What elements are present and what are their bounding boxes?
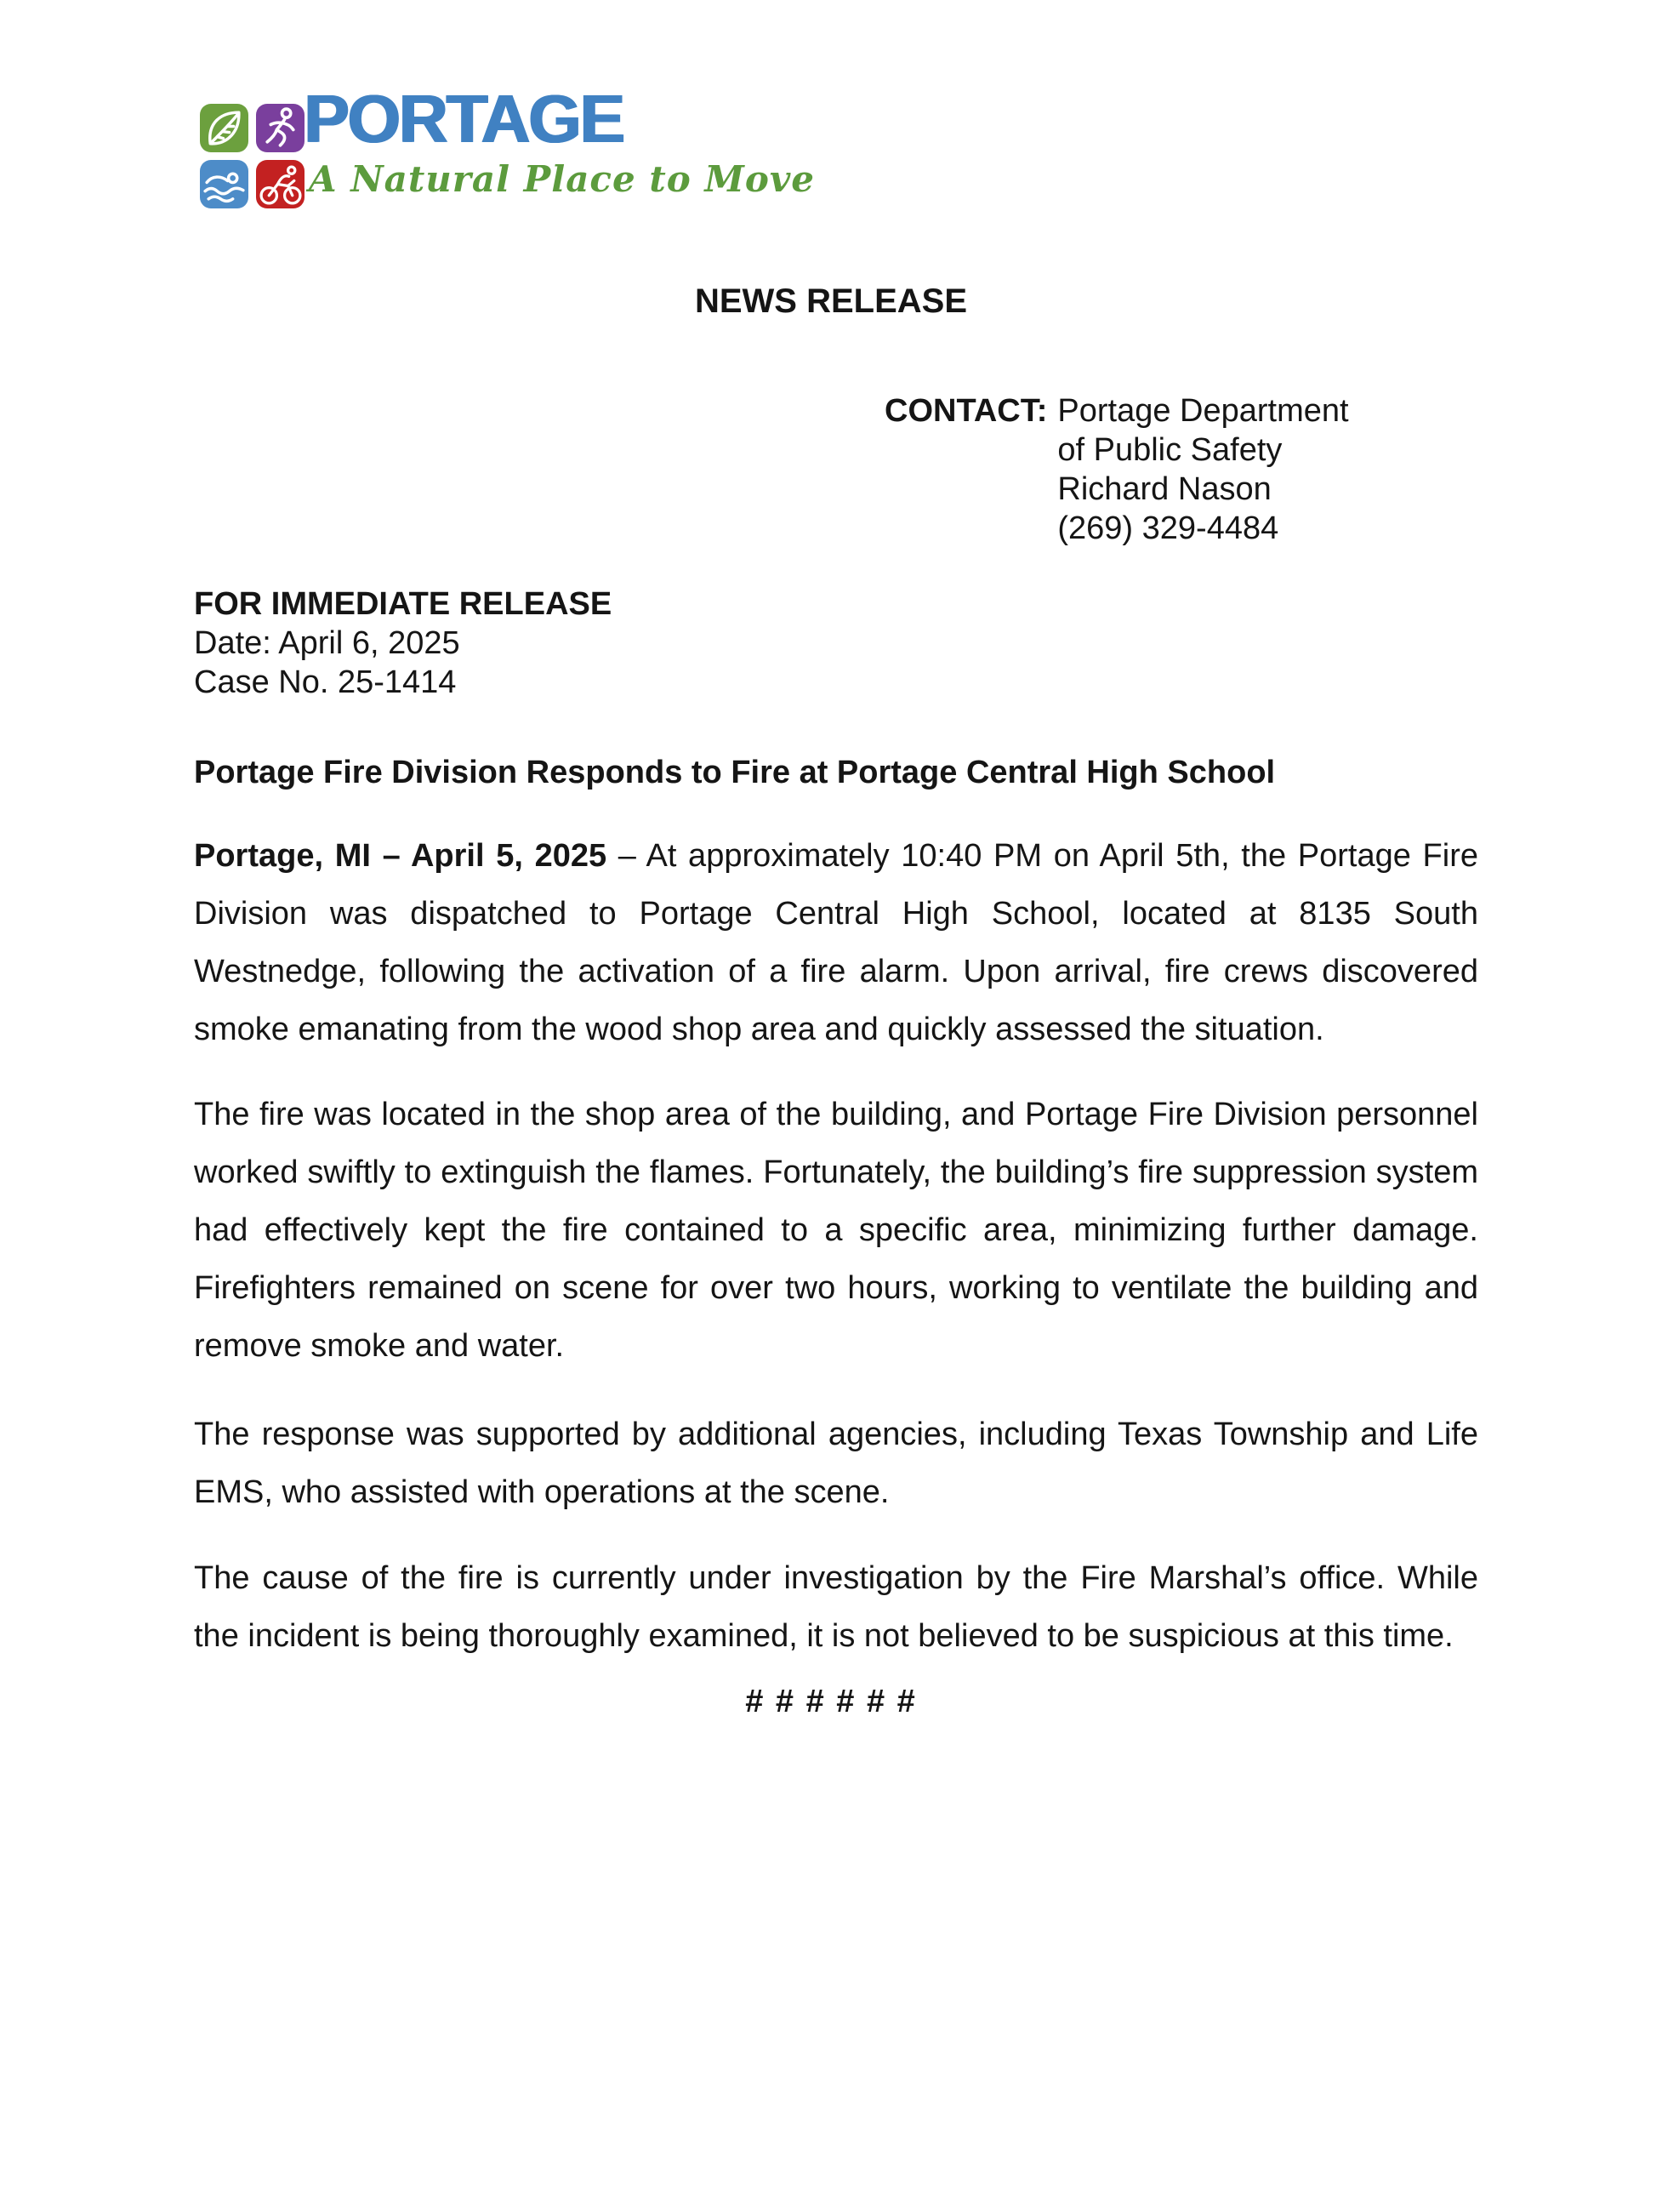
cyclist-icon: [256, 160, 305, 208]
contact-block: [885, 391, 1349, 548]
paragraph-1-text: – At approximately 10:40 PM on April 5th, the Portage Fire Division was dispatched to Portage Central High School, located at 8135 South Westnedge, following the activation of a fire alarm. Upon arrival, fire crews discovered smoke emanating from the wood shop area and quickly assessed the situation.: [194, 838, 1478, 1047]
portage-logo: [200, 81, 880, 214]
paragraph-4: The cause of the fire is currently under investigation by the Fire Marshal’s office. While the incident is being thoroughly examined, it is not believed to be suspicious at this time.: [194, 1560, 1478, 1654]
contact-label: CONTACT:: [885, 393, 1048, 429]
paragraph-3: The response was supported by additional agencies, including Texas Township and Life EMS, who assisted with operations at the scene.: [194, 1417, 1478, 1510]
contact-line-department: Portage Department: [1057, 393, 1349, 429]
paragraph-2: The fire was located in the shop area of the building, and Portage Fire Division personnel worked swiftly to extinguish the flames. Fortunately, the building’s fire suppression system had effectively kept the fire contained to a specific area, minimizing further damage. Firefighters remained on scene for over two hours, working to ventilate the building and remove smoke and water.: [194, 1097, 1478, 1364]
for-immediate-release-label: FOR IMMEDIATE RELEASE: [194, 586, 612, 622]
contact-line-division: of Public Safety: [1057, 432, 1283, 468]
contact-line-phone: (269) 329-4484: [1057, 510, 1279, 546]
paragraph-1-dateline: Portage, MI – April 5, 2025: [194, 838, 607, 874]
contact-line-person: Richard Nason: [1057, 471, 1272, 507]
logo-tiles: [200, 104, 305, 208]
contact-values: [1057, 391, 1348, 548]
logo-wordmark: PORTAGE: [304, 81, 623, 157]
swimmer-icon: [200, 160, 248, 208]
leaf-icon: [200, 104, 248, 152]
logo-tagline: A Natural Place to Move: [309, 158, 816, 200]
date-line: Date: April 6, 2025: [194, 625, 460, 661]
release-info-block: [194, 584, 612, 702]
headline: Portage Fire Division Responds to Fire at Portage Central High School: [194, 755, 1276, 790]
news-release-title: NEWS RELEASE: [694, 282, 968, 320]
end-marker: # # # # # #: [745, 1684, 917, 1719]
runner-icon: [256, 104, 305, 152]
case-number-line: Case No. 25-1414: [194, 664, 457, 700]
paragraph-1: [194, 827, 1478, 1058]
